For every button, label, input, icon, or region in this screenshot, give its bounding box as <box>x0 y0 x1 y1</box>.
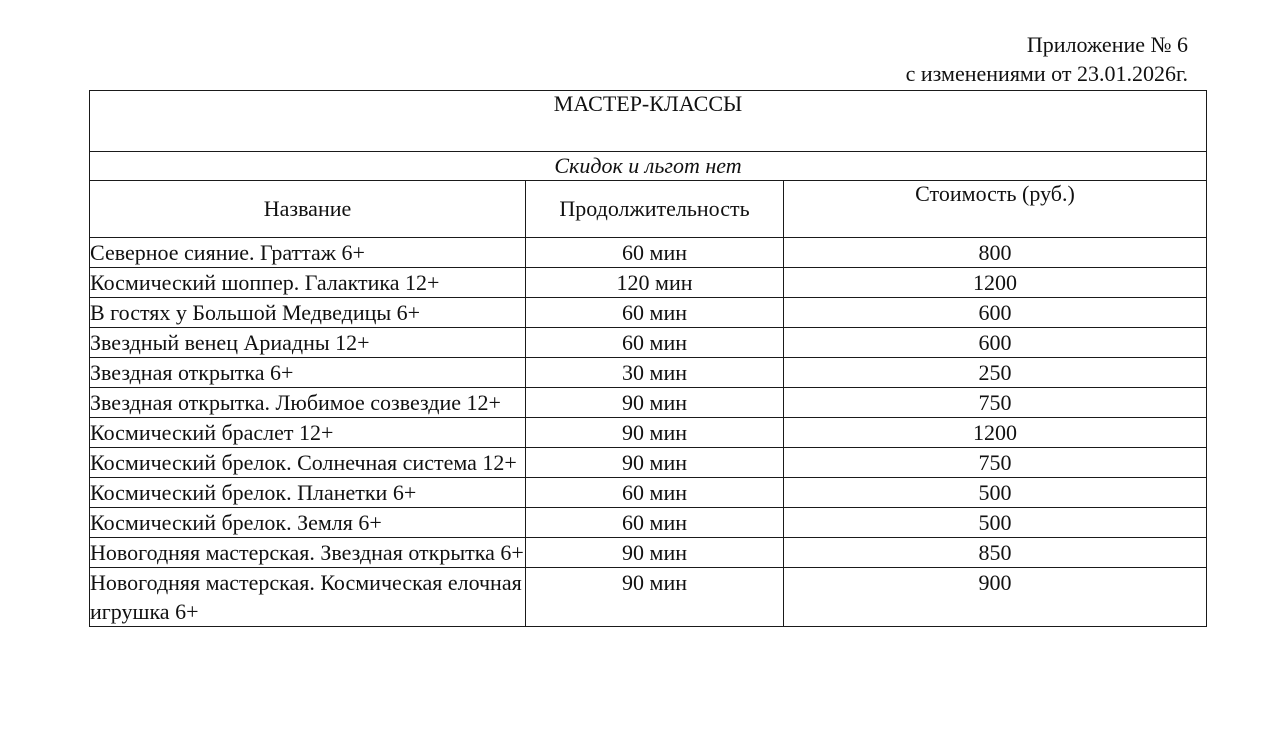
column-header-duration: Продолжительность <box>526 181 784 238</box>
table-row <box>90 568 1207 627</box>
table-subtitle-row <box>90 152 1207 181</box>
duration-cell: 60 мин <box>526 328 784 358</box>
duration-cell: 60 мин <box>526 478 784 508</box>
cost-cell: 850 <box>784 538 1207 568</box>
cost-cell: 600 <box>784 328 1207 358</box>
class-name-cell: Космический браслет 12+ <box>90 418 526 448</box>
class-name-cell: Космический брелок. Земля 6+ <box>90 508 526 538</box>
cost-cell: 750 <box>784 388 1207 418</box>
class-name-cell: В гостях у Большой Медведицы 6+ <box>90 298 526 328</box>
duration-cell: 60 мин <box>526 298 784 328</box>
duration-cell: 90 мин <box>526 538 784 568</box>
duration-cell: 90 мин <box>526 448 784 478</box>
table-header-row <box>90 181 1207 238</box>
appendix-number: Приложение № 6 <box>1026 32 1188 57</box>
duration-cell: 90 мин <box>526 568 784 627</box>
class-name-cell: Новогодняя мастерская. Космическая елочная игрушка 6+ <box>90 568 526 627</box>
class-name-cell: Космический брелок. Планетки 6+ <box>90 478 526 508</box>
duration-cell: 60 мин <box>526 508 784 538</box>
table-title-row <box>90 91 1207 152</box>
class-name-cell: Звездная открытка 6+ <box>90 358 526 388</box>
column-header-name: Название <box>90 181 526 238</box>
table-title: МАСТЕР-КЛАССЫ <box>90 91 1207 152</box>
duration-cell: 90 мин <box>526 418 784 448</box>
class-name-cell: Космический брелок. Солнечная система 12+ <box>90 448 526 478</box>
cost-cell: 900 <box>784 568 1207 627</box>
cost-cell: 250 <box>784 358 1207 388</box>
table-row <box>90 478 1207 508</box>
cost-cell: 500 <box>784 478 1207 508</box>
table-row <box>90 508 1207 538</box>
master-classes-table <box>89 90 1207 627</box>
duration-cell: 120 мин <box>526 268 784 298</box>
duration-cell: 30 мин <box>526 358 784 388</box>
document-header-note <box>906 30 1188 88</box>
cost-cell: 600 <box>784 298 1207 328</box>
revision-date: с изменениями от 23.01.2026г. <box>905 61 1188 86</box>
column-header-cost: Стоимость (руб.) <box>784 181 1207 238</box>
duration-cell: 90 мин <box>526 388 784 418</box>
class-name-cell: Звездный венец Ариадны 12+ <box>90 328 526 358</box>
class-name-cell: Северное сияние. Граттаж 6+ <box>90 238 526 268</box>
class-name-cell: Новогодняя мастерская. Звездная открытка 6+ <box>90 538 526 568</box>
cost-cell: 1200 <box>784 418 1207 448</box>
table-row <box>90 298 1207 328</box>
table-row <box>90 238 1207 268</box>
duration-cell: 60 мин <box>526 238 784 268</box>
table-row <box>90 268 1207 298</box>
cost-cell: 1200 <box>784 268 1207 298</box>
table-row <box>90 448 1207 478</box>
table-subtitle: Скидок и льгот нет <box>90 152 1207 181</box>
class-name-cell: Звездная открытка. Любимое созвездие 12+ <box>90 388 526 418</box>
table-row <box>90 358 1207 388</box>
table-row <box>90 418 1207 448</box>
cost-cell: 500 <box>784 508 1207 538</box>
table-row <box>90 538 1207 568</box>
table-row <box>90 328 1207 358</box>
cost-cell: 800 <box>784 238 1207 268</box>
class-name-cell: Космический шоппер. Галактика 12+ <box>90 268 526 298</box>
table-row <box>90 388 1207 418</box>
cost-cell: 750 <box>784 448 1207 478</box>
